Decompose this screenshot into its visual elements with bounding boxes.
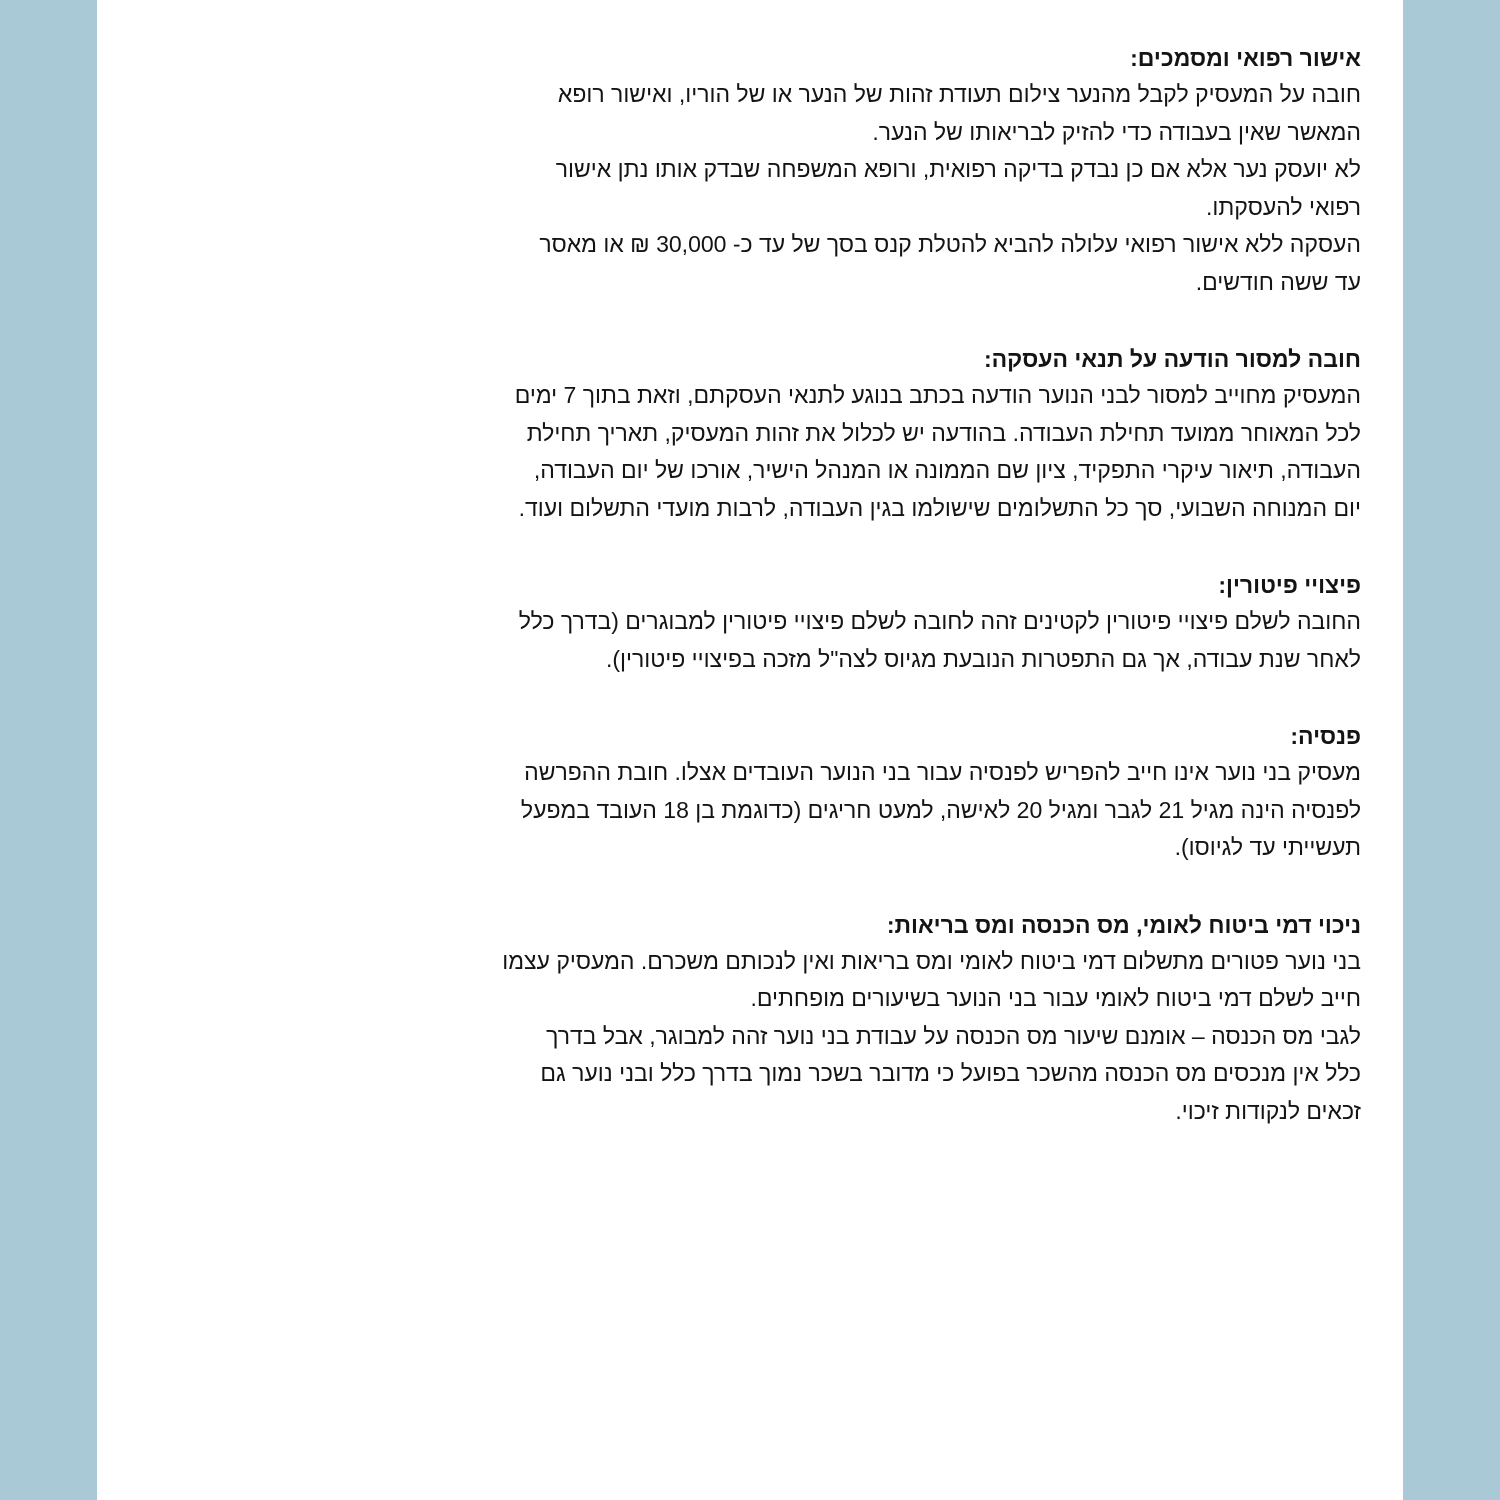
section-heading: פנסיה: <box>1290 723 1361 749</box>
section-heading: פיצויי פיטורין: <box>1218 572 1361 598</box>
document-content <box>221 40 1361 1170</box>
paragraph-line: המעסיק מחוייב למסור לבני הנוער הודעה בכתב בנוגע לתנאי העסקתם, וזאת בתוך 7 ימים <box>514 382 1361 408</box>
paragraph-line: העסקה ללא אישור רפואי עלולה להביא להטלת קנס בסך של עד כ- 30,000 ₪ או מאסר <box>539 231 1361 257</box>
paragraph-line: חייב לשלם דמי ביטוח לאומי עבור בני הנוער בשיעורים מופחתים. <box>750 985 1361 1011</box>
section-medical-approval <box>221 40 1361 301</box>
paragraph-line: מעסיק בני נוער אינו חייב להפריש לפנסיה עבור בני הנוער העובדים אצלו. חובת ההפרשה <box>524 759 1361 785</box>
paragraph-line: יום המנוחה השבועי, סך כל התשלומים שישולמו בגין העבודה, לרבות מועדי התשלום ועוד. <box>518 494 1361 521</box>
section-severance-pay <box>221 567 1361 678</box>
paragraph-line: זכאים לנקודות זיכוי. <box>1175 1097 1361 1124</box>
section-heading: חובה למסור הודעה על תנאי העסקה: <box>983 346 1361 372</box>
paragraph-line: לגבי מס הכנסה – אומנם שיעור מס הכנסה על עבודת בני נוער זהה למבוגר, אבל בדרך <box>546 1022 1361 1049</box>
paragraph-line: לכל המאוחר ממועד תחילת העבודה. בהודעה יש לכלול את זהות המעסיק, תאריך תחילת <box>526 419 1361 446</box>
paragraph-line: בני נוער פטורים מתשלום דמי ביטוח לאומי ומס בריאות ואין לנכותם משכרם. המעסיק עצמו <box>502 947 1361 974</box>
paragraph-line: לאחר שנת עבודה, אך גם התפטרות הנובעת מגיוס לצה"ל מזכה בפיצויי פיטורין). <box>605 645 1361 672</box>
paragraph-line: לא יועסק נער אלא אם כן נבדק בדיקה רפואית, ורופא המשפחה שבדק אותו נתן אישור <box>555 156 1361 182</box>
paragraph-line: המאשר שאין בעבודה כדי להזיק לבריאותו של הנער. <box>872 118 1361 145</box>
paragraph-line: תעשייתי עד לגיוסו). <box>1174 834 1361 860</box>
section-heading: אישור רפואי ומסמכים: <box>1130 45 1361 71</box>
paragraph-line: רפואי להעסקתו. <box>1205 193 1361 220</box>
section-deductions <box>221 907 1361 1131</box>
paragraph-line: כלל אין מנכסים מס הכנסה מהשכר בפועל כי מדובר בשכר נמוך בדרך כלל ובני נוער גם <box>540 1060 1361 1086</box>
paragraph-line: לפנסיה הינה מגיל 21 לגבר ומגיל 20 לאישה, למעט חריגים (כדוגמת בן 18 העובד במפעל <box>520 796 1361 823</box>
section-employment-notice <box>221 341 1361 527</box>
section-pension <box>221 718 1361 867</box>
paragraph-line: העבודה, תיאור עיקרי התפקיד, ציון שם הממונה או המנהל הישיר, אורכו של יום העבודה, <box>533 457 1361 483</box>
paragraph-line: החובה לשלם פיצויי פיטורין לקטינים זהה לחובה לשלם פיצויי פיטורין למבוגרים (בדרך כלל <box>518 608 1361 634</box>
paragraph-line: עד ששה חודשים. <box>1195 268 1361 295</box>
paragraph-line: חובה על המעסיק לקבל מהנער צילום תעודת זהות של הנער או של הוריו, ואישור רופא <box>557 81 1361 107</box>
document-page <box>97 0 1403 1500</box>
section-heading: ניכוי דמי ביטוח לאומי, מס הכנסה ומס בריאות: <box>886 911 1361 938</box>
